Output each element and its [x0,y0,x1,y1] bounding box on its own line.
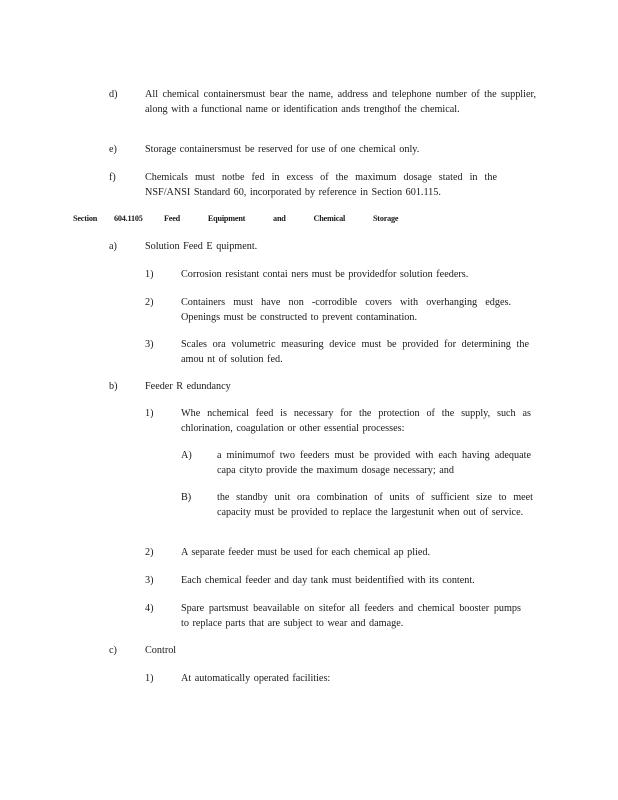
subitem-text: a minimumof two feeders must be provided with each having adequate capa cityto provide the maximum dosage necessary; and [217,450,531,476]
item-number: 3) [145,339,154,350]
item-text: At automatically operated facilities: [181,673,331,684]
item-label: e) [109,144,117,155]
item-text: Whe nchemical feed is necessary for the protection of the supply, such as chlorination, coagulation or other essential processes: [181,408,531,434]
item-number: 1) [145,673,154,684]
item-text: Containers must have non -corrodible covers with overhanging edges. Openings must be constructed to prevent contamination. [181,297,511,323]
item-label: d) [109,89,118,100]
subsection-heading: Feeder R edundancy [145,381,231,392]
section-number: 604.1105 [114,214,143,223]
item-text: Scales ora volumetric measuring device must be provided for determining the amou nt of solution fed. [181,339,529,365]
subitem-text: the standby unit ora combination of units of sufficient size to meet capacity must be provided to replace the largestunit when out of service. [217,492,533,518]
item-text: Spare partsmust beavailable on sitefor all feeders and chemical booster pumps to replace parts that are subject to wear and damage. [181,603,521,629]
item-label: f) [109,172,116,183]
subsection-heading: Control [145,645,177,656]
subsection-label: a) [109,241,117,252]
section-label: Section [73,214,98,223]
item-text: Storage containersmust be reserved for use of one chemical only. [145,144,420,155]
item-text: Each chemical feeder and day tank must beidentified with its content. [181,575,475,586]
subsection-label: b) [109,381,118,392]
subsection-label: c) [109,645,117,656]
item-number: 2) [145,297,154,308]
item-number: 3) [145,575,154,586]
item-number: 1) [145,408,154,419]
item-text: All chemical containersmust bear the name, address and telephone number of the supplier, along with a functional name or identification ands trengthof the chemical. [145,89,536,115]
subitem-label: A) [181,450,192,461]
item-number: 4) [145,603,154,614]
subitem-label: B) [181,492,192,503]
item-text: A separate feeder must be used for each chemical ap plied. [181,547,431,558]
item-text: Chemicals must notbe fed in excess of the maximum dosage stated in the NSF/ANSI Standard 60, incorporated by reference in Section 601.115. [145,172,497,198]
item-text: Corrosion resistant contai ners must be providedfor solution feeders. [181,269,469,280]
subsection-heading: Solution Feed E quipment. [145,241,258,252]
section-title: Feed Equipment and Chemical Storage [164,214,399,223]
item-number: 1) [145,269,154,280]
item-number: 2) [145,547,154,558]
